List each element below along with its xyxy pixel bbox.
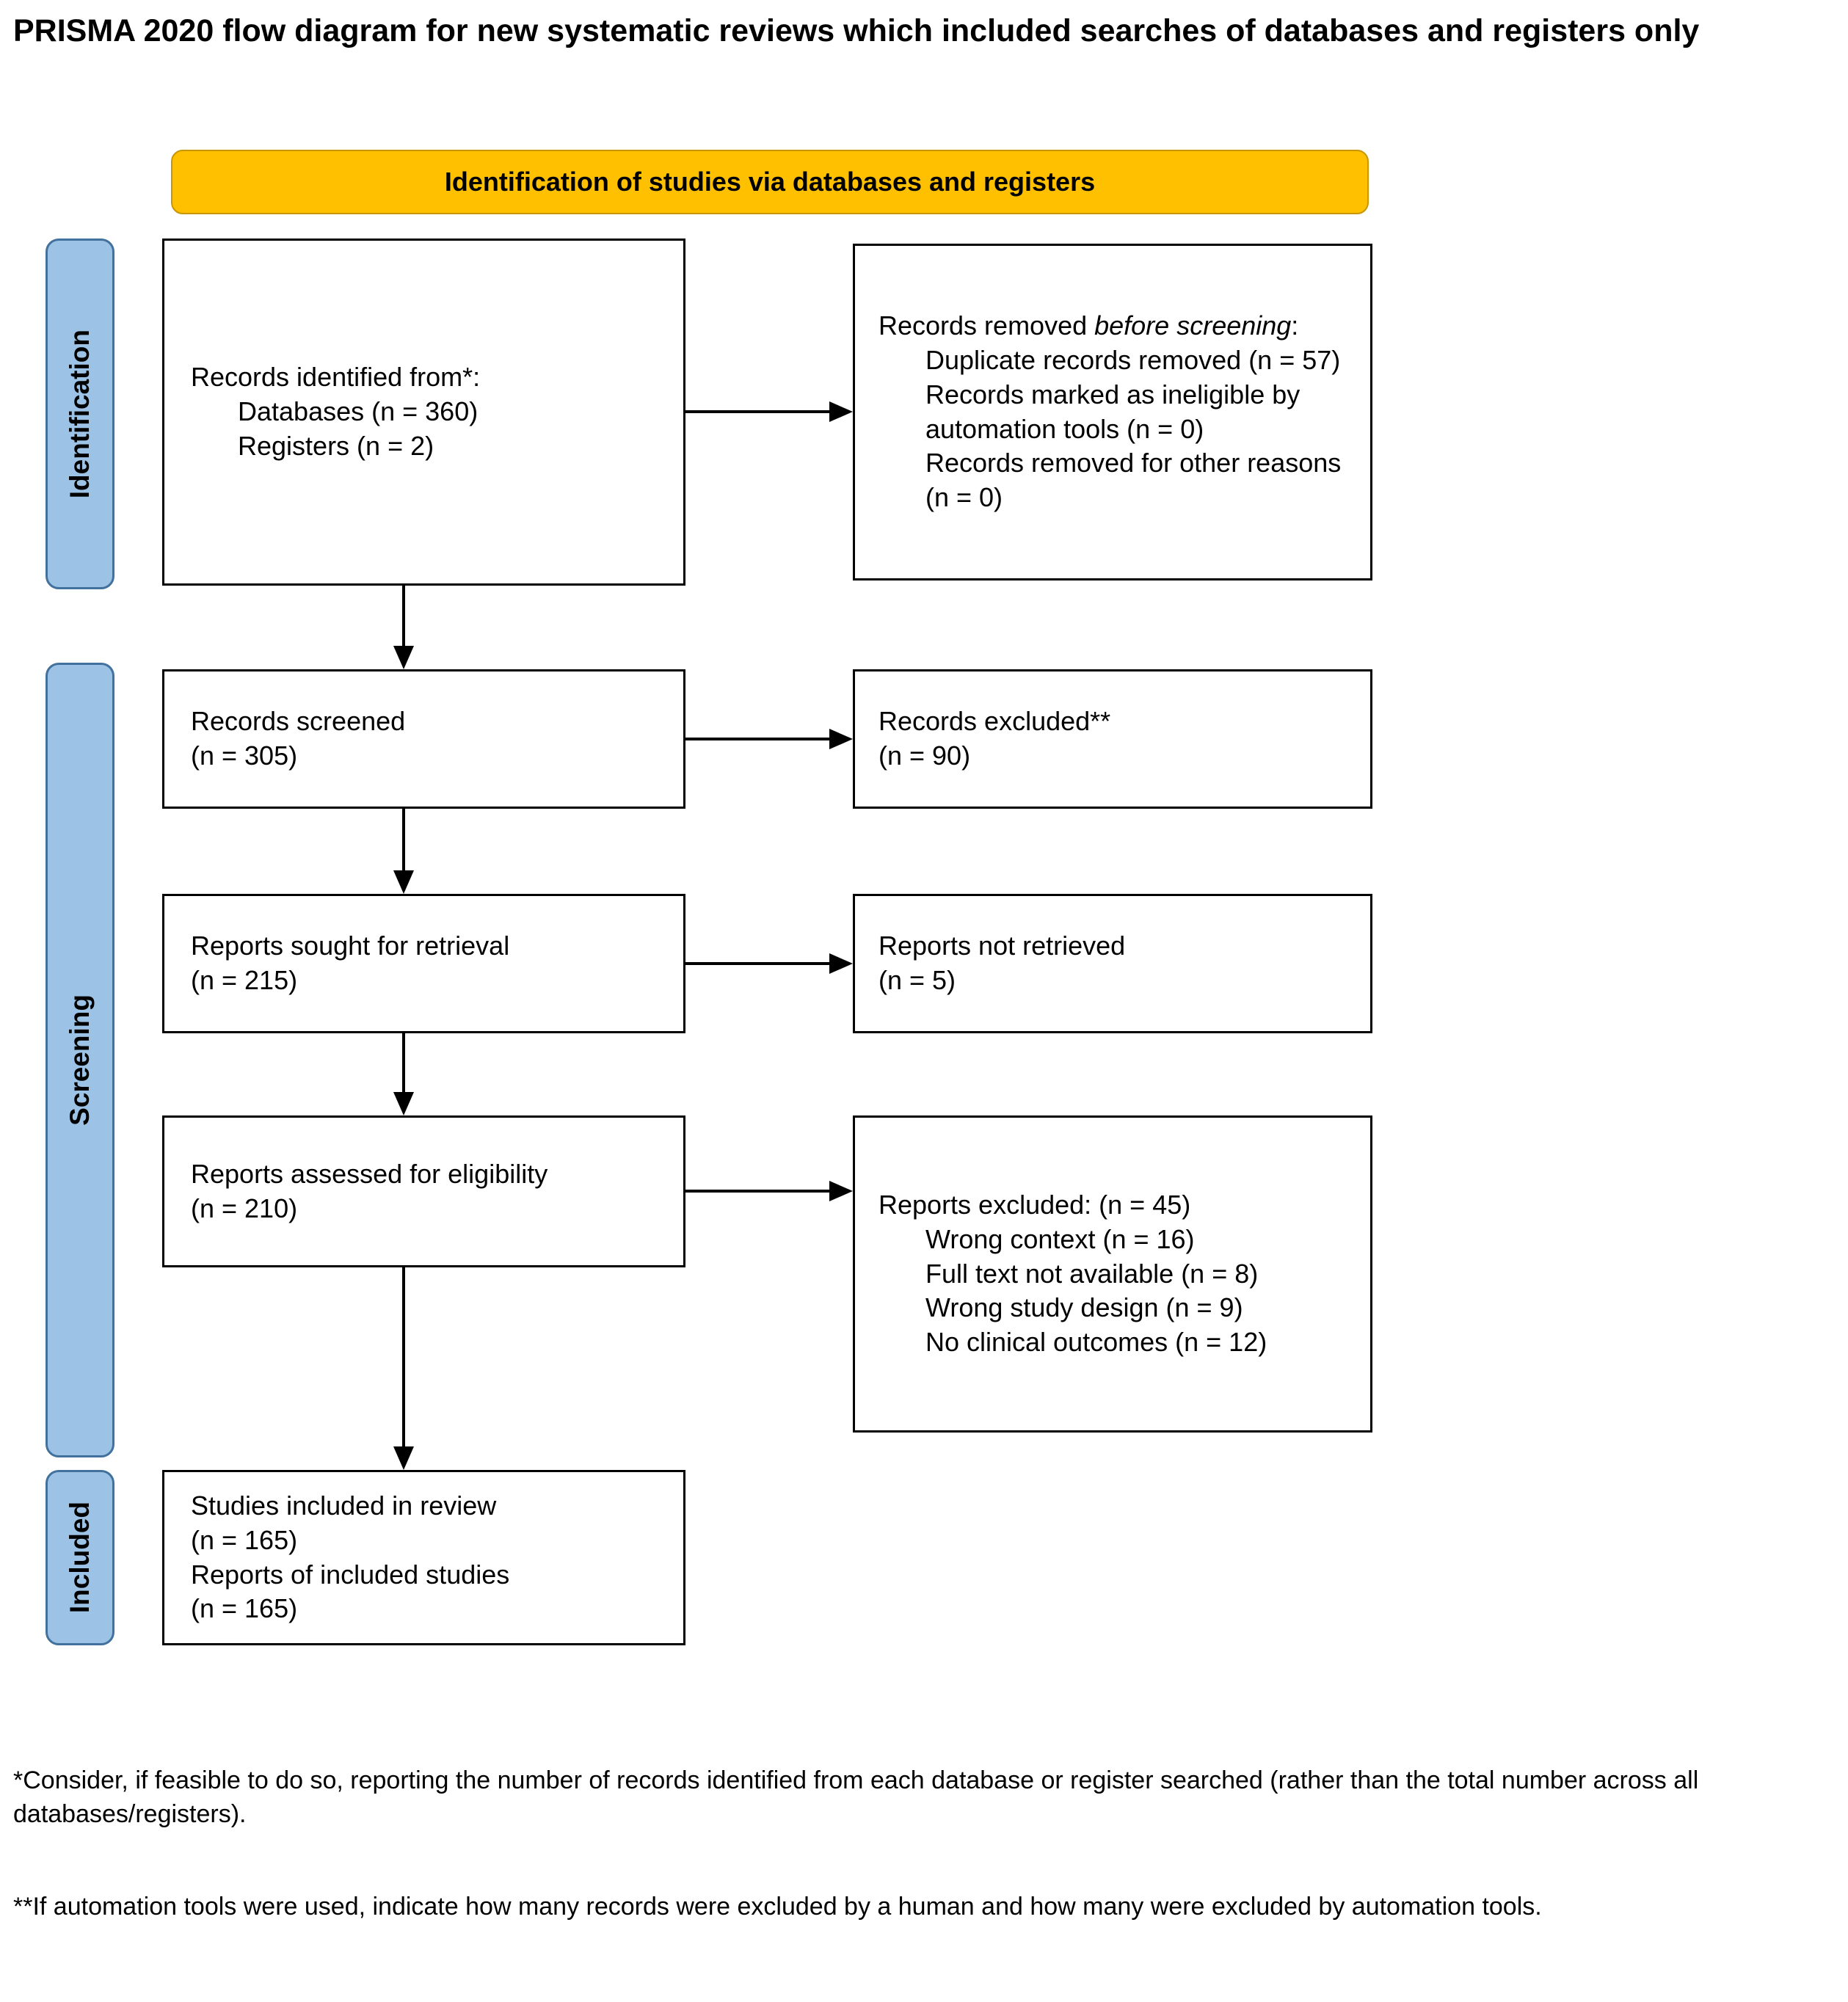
box-line: No clinical outcomes (n = 12) [925,1327,1267,1358]
box-line: Reports assessed for eligibility [191,1158,548,1189]
box-reports-assessed-for-eligibility [162,1115,685,1267]
banner-identification-of-studies [171,150,1369,214]
box-records-identified [162,239,685,586]
box-line: Reports sought for retrieval [191,931,510,961]
box-line: Studies included in review [191,1490,497,1521]
box-line: (n = 5) [878,965,956,995]
footnote-asterisk: *Consider, if feasible to do so, reporting the number of records identified from each database or register searched (rather than the total number across all databases/registers). [13,1766,1699,1828]
box-line: Reports not retrieved [878,931,1126,961]
box-line: (n = 90) [878,740,971,771]
box-line-italic-text: before screening [1094,310,1292,341]
box-line: (n = 165) [191,1524,298,1555]
arrow-assessed-to-included [393,1267,414,1470]
box-line: Records screened [191,706,406,737]
box-reports-not-retrieved [853,894,1372,1033]
stage-bar-included [46,1470,114,1645]
box-line: Databases (n = 360) [238,396,479,427]
arrow-screened-to-excluded [685,729,853,749]
box-line: (n = 210) [191,1193,298,1223]
box-line: (n = 165) [191,1593,298,1624]
box-line: (n = 215) [191,965,298,995]
footnote-double-asterisk: **If automation tools were used, indicate how many records were excluded by a human and how many were excluded by automation tools. [13,1893,1542,1921]
stage-label-screening: Screening [65,994,95,1126]
stage-label-included: Included [65,1502,95,1614]
box-records-screened [162,669,685,809]
arrow-sought-to-assessed [393,1033,414,1115]
arrow-identified-to-removed [685,401,853,422]
banner-label: Identification of studies via databases and registers [444,167,1096,197]
box-line: Records removed for other reasons (n = 0) [925,448,1342,513]
box-line-text: : [1291,310,1299,341]
arrow-screened-to-sought [393,809,414,894]
box-line: Reports of included studies [191,1559,510,1590]
arrow-assessed-to-reports-excluded [685,1181,853,1201]
stage-bar-screening [46,663,114,1457]
box-line-text: Records removed [878,310,1095,341]
box-line: Records excluded** [878,706,1111,737]
box-studies-included-in-review [162,1470,685,1645]
box-line: Records marked as ineligible by automation tools (n = 0) [925,379,1300,444]
box-line: (n = 305) [191,740,298,771]
box-records-excluded [853,669,1372,809]
stage-label-identification: Identification [65,329,95,499]
box-line: Reports excluded: (n = 45) [878,1190,1191,1220]
box-line [878,309,1304,343]
box-line: Wrong context (n = 16) [925,1223,1195,1254]
box-line: Records identified from*: [191,362,481,393]
arrow-sought-to-not-retrieved [685,953,853,974]
stage-bar-identification [46,239,114,589]
box-line: Full text not available (n = 8) [925,1258,1259,1289]
box-records-removed-before-screening [853,244,1372,580]
box-reports-sought-for-retrieval [162,894,685,1033]
box-reports-excluded [853,1115,1372,1433]
diagram-title: PRISMA 2020 flow diagram for new systematic reviews which included searches of databases and registers only [13,13,1700,48]
arrow-identified-to-screened [393,586,414,669]
box-line: Registers (n = 2) [238,430,434,461]
box-line: Duplicate records removed (n = 57) [925,344,1341,375]
box-line: Wrong study design (n = 9) [925,1292,1243,1323]
